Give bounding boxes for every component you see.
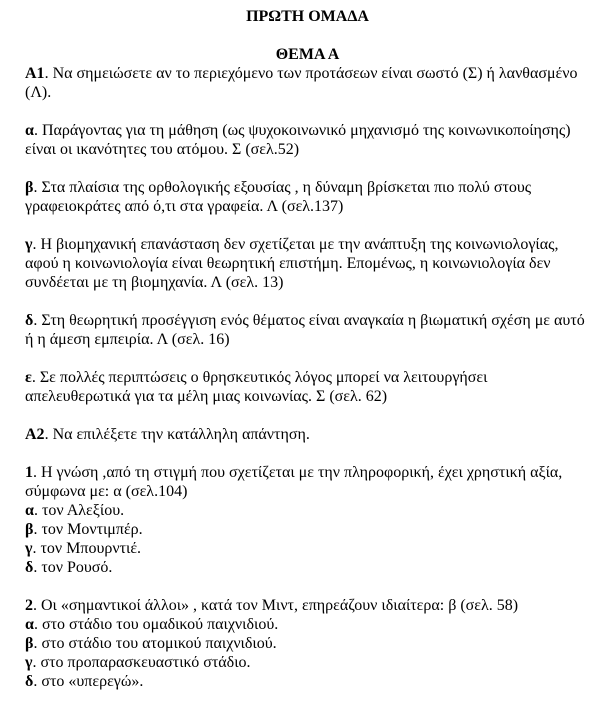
statement-delta: [25, 311, 590, 349]
question-1-option-delta: [25, 558, 590, 577]
instruction-a2-text: . Να επιλέξετε την κατάλληλη απάντηση.: [44, 426, 310, 443]
question-2-option-beta-text: . στο στάδιο του ατομικού παιχνιδιού.: [33, 635, 277, 652]
instruction-a2: [25, 425, 590, 444]
statement-epsilon: [25, 368, 590, 406]
statement-epsilon-label: ε: [25, 369, 32, 386]
statement-alpha-label: α: [25, 122, 34, 139]
question-1-option-beta-text: . τον Μοντιμπέρ.: [33, 521, 143, 538]
question-2-label: 2: [25, 597, 33, 614]
question-1-label: 1: [25, 464, 33, 481]
statement-alpha: [25, 121, 590, 159]
question-1-option-delta-text: . τον Ρουσό.: [33, 559, 113, 576]
question-2-option-delta-label: δ: [25, 673, 34, 690]
document-title: ΠΡΩΤΗ ΟΜΑΔΑ: [246, 8, 369, 25]
statement-gamma: [25, 235, 590, 292]
instruction-a1-text: . Να σημειώσετε αν το περιεχόμενο των προτάσεων είναι σωστό (Σ) ή λανθασμένο (Λ).: [25, 65, 578, 101]
statement-beta: [25, 178, 590, 216]
question-1-option-alpha-text: . τον Αλεξίου.: [33, 502, 125, 519]
question-1-stem: [25, 464, 562, 500]
statement-delta-text: . Στη θεωρητική προσέγγιση ενός θέματος είναι αναγκαία η βιωματική σχέση με αυτό ή η άμεση εμπειρία. Λ (σελ. 16): [25, 312, 585, 348]
statement-beta-label: β: [25, 179, 34, 196]
question-1-option-beta-label: β: [25, 521, 34, 538]
question-1-option-gamma: [25, 539, 590, 558]
statement-gamma-label: γ: [25, 236, 33, 253]
question-2-option-gamma-text: . στο προπαρασκευαστικό στάδιο.: [32, 654, 251, 671]
question-1-option-alpha-label: α: [25, 502, 34, 519]
question-1-option-gamma-label: γ: [25, 540, 33, 557]
question-1-text: . Η γνώση ,από τη στιγμή που σχετίζεται με την πληροφορική, έχει χρηστική αξία, σύμφωνα με: α (σελ.104): [25, 464, 563, 500]
question-1-option-gamma-text: . τον Μπουρντιέ.: [32, 540, 142, 557]
instruction-a1-label: Α1: [25, 65, 45, 82]
statement-alpha-text: . Παράγοντας για τη μάθηση (ως ψυχοκοινωνικό μηχανισμό της κοινωνικοποίησης) είναι οι ικανότητες του ατόμου. Σ (σελ.52): [25, 122, 571, 158]
question-2-text: . Οι «σημαντικοί άλλοι» , κατά τον Μιντ, επηρεάζουν ιδιαίτερα: β (σελ. 58): [33, 597, 519, 614]
question-2-option-delta-text: . στο «υπερεγώ».: [33, 673, 144, 690]
question-1-option-alpha: [25, 501, 590, 520]
statement-epsilon-text: . Σε πολλές περιπτώσεις ο θρησκευτικός λόγος μπορεί να λειτουργήσει απελευθερωτικά για τα μέλη μιας κοινωνίας. Σ (σελ. 62): [25, 369, 488, 405]
question-1: [25, 463, 590, 577]
question-2-option-delta: [25, 672, 590, 691]
question-2-option-beta: [25, 634, 590, 653]
question-2-option-beta-label: β: [25, 635, 34, 652]
statement-gamma-text: . Η βιομηχανική επανάσταση δεν σχετίζεται με την ανάπτυξη της κοινωνιολογίας, αφού η κοινωνιολογία είναι θεωρητική επιστήμη. Επομένως, η κοινωνιολογία δεν συνδέεται με τη βιομηχανία. Λ (σελ. 13): [25, 236, 559, 291]
question-1-option-beta: [25, 520, 590, 539]
instruction-a2-label: Α2: [25, 426, 45, 443]
statement-delta-label: δ: [25, 312, 34, 329]
question-2-option-gamma-label: γ: [25, 654, 33, 671]
question-1-option-delta-label: δ: [25, 559, 34, 576]
statement-beta-text: . Στα πλαίσια της ορθολογικής εξουσίας , η δύναμη βρίσκεται πιο πολύ στους γραφειοκράτες από ό,τι στα γραφεία. Λ (σελ.137): [25, 179, 532, 215]
question-2-option-alpha-label: α: [25, 616, 34, 633]
question-2-option-alpha-text: . στο στάδιο του ομαδικού παιχνιδιού.: [33, 616, 279, 633]
section-heading: ΘΕΜΑ Α: [275, 46, 340, 63]
question-2-option-gamma: [25, 653, 590, 672]
question-2-stem: [25, 597, 518, 614]
question-2: [25, 596, 590, 691]
instruction-a1: [25, 64, 590, 102]
question-2-option-alpha: [25, 615, 590, 634]
